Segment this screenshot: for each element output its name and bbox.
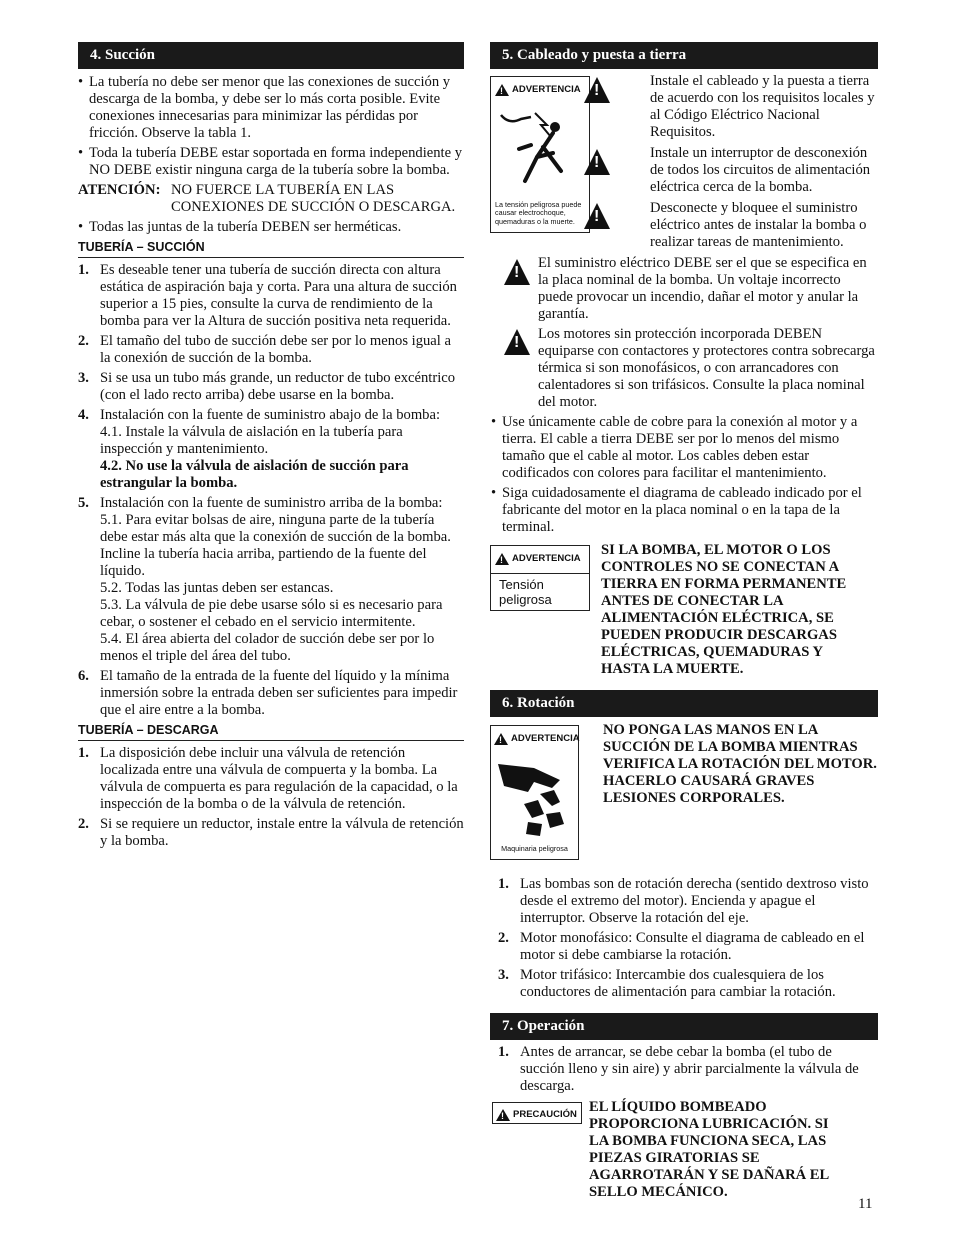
- attention-label: ATENCIÓN:: [78, 182, 161, 198]
- rotation-item-3: 3. Motor trifásico: Intercambie dos cualesquiera de los conductores de alimentación para cambiar la rotación.: [498, 967, 836, 1000]
- attention-note: [78, 182, 464, 216]
- discharge-item-2: 2. Si se requiere un reductor, instale entre la válvula de retención y la bomba.: [78, 816, 464, 849]
- warning-triangle-icon: [495, 84, 509, 96]
- warn-item-2: Instale un interruptor de desconexión de todos los circuitos de alimentación eléctrica cerca de la bomba.: [650, 145, 871, 195]
- warning-triangle-icon: [495, 553, 509, 565]
- caution-box: [492, 1102, 582, 1124]
- suction-item-4-2: 4.2. No use la válvula de aislación de succión para estrangular la bomba.: [100, 458, 409, 491]
- hazardous-voltage-box: [490, 545, 590, 611]
- bullet-piping-support: • Toda la tubería DEBE estar soportada en forma independiente y NO DEBE existir ninguna carga de la tubería sobre la bomba.: [78, 145, 464, 179]
- warning-label: ! ADVERTENCIA: [495, 81, 581, 98]
- warning-triangle-icon: [584, 203, 610, 229]
- subheading-suction: TUBERÍA – SUCCIÓN: [78, 239, 464, 258]
- caution-label: ! PRECAUCIÓN: [496, 1106, 577, 1123]
- rotation-list: [498, 876, 878, 1001]
- rotation-item-2: 2. Motor monofásico: Consulte el diagrama de cableado en el motor si debe cambiarse la rotación.: [498, 930, 865, 963]
- rotation-warning-text: NO PONGA LAS MANOS EN LA SUCCIÓN DE LA BOMBA MIENTRAS VERIFICA LA ROTACIÓN DEL MOTOR. HACERLO CAUSARÁ GRAVES LESIONES CORPORALES.: [603, 722, 877, 806]
- bullet-piping-size: • La tubería no debe ser menor que las conexiones de succión y descarga de la bomba, y debe ser lo más corta posible. Evite conexiones innecesarias para minimizar las pérdidas por fricción. Observe la tabla 1.: [78, 74, 464, 142]
- warn-item-4: El suministro eléctrico DEBE ser el que se especifica en la placa nominal de la bomba. Un voltaje incorrecto puede provocar un incendio, dañar el motor y anular la garantía.: [538, 255, 867, 322]
- warn-item-1: Instale el cableado y la puesta a tierra de acuerdo con los requisitos locales y al Código Eléctrico Nacional Requisitos.: [650, 73, 875, 140]
- tension-label: Tensión peligrosa: [499, 576, 552, 607]
- electric-shock-icon: [495, 101, 585, 196]
- hazardous-machinery-box: [490, 725, 579, 860]
- warning-triangle-icon: [584, 77, 610, 103]
- warning-triangle-icon: [494, 733, 508, 745]
- page-number: 11: [858, 1196, 873, 1212]
- electric-shock-warning-box: [490, 76, 590, 233]
- warning-triangle-icon: [504, 329, 530, 355]
- section-6-header: 6. Rotación: [490, 690, 878, 717]
- bullet-joints: • Todas las juntas de la tubería DEBEN ser herméticas.: [78, 219, 464, 236]
- bullet-copper-wire: • Use únicamente cable de cobre para la conexión al motor y a tierra. El cable a tierra DEBE ser por lo menos del mismo tamaño que el cable al motor. Los cables deben estar codificados con colores para facilitar el mantenimiento.: [491, 414, 878, 482]
- suction-item-3: 3. Si se usa un tubo más grande, un reductor de tubo excéntrico (con el lado recto arriba) debe usarse en la bomba.: [78, 370, 456, 403]
- suction-item-2: 2. El tamaño del tubo de succión debe ser por lo menos igual a la conexión de succión de la bomba.: [78, 333, 451, 366]
- tension-warning-text: SI LA BOMBA, EL MOTOR O LOS CONTROLES NO SE CONECTAN A TIERRA EN FORMA PERMANENTE ANTES DE CONECTAR LA ALIMENTACIÓN ELÉCTRICA, SE PUEDEN PRODUCIR DESCARGAS ELÉCTRICAS, QUEMADURAS Y HASTA LA MUERTE.: [601, 542, 847, 677]
- warning-triangle-icon: [504, 259, 530, 285]
- warning-label: ! ADVERTENCIA: [495, 550, 581, 567]
- suction-item-4-1: 4.1. Instale la válvula de aislación en la tubería para inspección y mantenimiento.: [100, 424, 403, 457]
- warn-item-5: Los motores sin protección incorporada DEBEN equiparse con contactores y protectores contra sobrecarga térmica si son monofásicos, o con arrancadores con calentadores si son trifásicos. Consulte la placa nominal del motor.: [538, 326, 875, 410]
- attention-text: NO FUERCE LA TUBERÍA EN LAS CONEXIONES DE SUCCIÓN O DESCARGA.: [171, 182, 456, 215]
- wiring-warnings: [614, 73, 878, 251]
- suction-item-5: 5. Instalación con la fuente de suministro arriba de la bomba:: [78, 495, 443, 511]
- machinery-caption: Maquinaria peligrosa: [501, 843, 568, 853]
- suction-item-5-3: 5.3. La válvula de pie debe usarse sólo si es necesario para cebar, o sostener el cebado en el servicio intermitente.: [100, 597, 443, 630]
- operation-item-1: 1. Antes de arrancar, se debe cebar la bomba (el tubo de succión lleno y sin aire) y abrir parcialmente la válvula de descarga.: [498, 1044, 859, 1094]
- rotation-item-1: 1. Las bombas son de rotación derecha (sentido dextroso visto desde el extremo del motor). Encienda y apague el interruptor. Observe la rotación del eje.: [498, 876, 869, 926]
- bullet-wiring-diagram: • Siga cuidadosamente el diagrama de cableado indicado por el fabricante del motor en la placa nominal o en la tapa de la terminal.: [491, 485, 878, 536]
- suction-item-5-2: 5.2. Todas las juntas deben ser estancas.: [100, 580, 334, 596]
- suction-item-5-1: 5.1. Para evitar bolsas de aire, ninguna parte de la tubería debe estar más alta que la conexión de succión de la bomba. Incline la tubería hacia arriba, partiendo de la fuente del líquido.: [100, 512, 451, 579]
- wiring-warnings-2: [504, 255, 878, 536]
- right-column: [490, 42, 878, 1212]
- subheading-discharge: TUBERÍA – DESCARGA: [78, 722, 464, 741]
- suction-item-1: 1. Es deseable tener una tubería de succión directa con altura estática de aspiración baja y corta. Para una altura de succión superior a 15 pies, consulte la curva de rendimiento de la bomba para ver la Altura de succión positiva neta requerida.: [78, 262, 457, 329]
- discharge-item-1: 1. La disposición debe incluir una válvula de retención localizada entre una válvula de compuerta y la bomba. La válvula de compuerta es para regulación de la capacidad, o la inspección de la bomba o de la válvula de retención.: [78, 745, 458, 812]
- operation-list: [498, 1044, 862, 1095]
- warning-triangle-icon: [496, 1109, 510, 1121]
- warn-item-3: Desconecte y bloquee el suministro eléctrico antes de instalar la bomba o realizar tareas de mantenimiento.: [650, 200, 867, 250]
- warning-label: ! ADVERTENCIA: [494, 730, 580, 747]
- warning-triangle-icon: [584, 149, 610, 175]
- left-column: [78, 42, 464, 850]
- suction-item-6: 6. El tamaño de la entrada de la fuente del líquido y la mínima inmersión sobre la entrada deben ser suficientes para impedir que el aire entre a la bomba.: [78, 668, 458, 718]
- shock-caption: La tensión peligrosa puede causar electrochoque, quemaduras o la muerte.: [495, 199, 582, 226]
- section-5-header: 5. Cableado y puesta a tierra: [490, 42, 878, 69]
- suction-item-4: 4. Instalación con la fuente de suministro abajo de la bomba:: [78, 407, 441, 423]
- section-7-header: 7. Operación: [490, 1013, 878, 1040]
- caution-text: EL LÍQUIDO BOMBEADO PROPORCIONA LUBRICACIÓN. SI LA BOMBA FUNCIONA SECA, LAS PIEZAS GIRATORIAS SE AGARROTARÁN Y SE DAÑARÁ EL SELLO MECÁNICO.: [589, 1099, 829, 1200]
- suction-item-5-4: 5.4. El área abierta del colador de succión debe ser por lo menos el triple del área del tubo.: [100, 631, 435, 664]
- machinery-hand-icon: [494, 758, 574, 840]
- section-4-header: 4. Succión: [78, 42, 464, 69]
